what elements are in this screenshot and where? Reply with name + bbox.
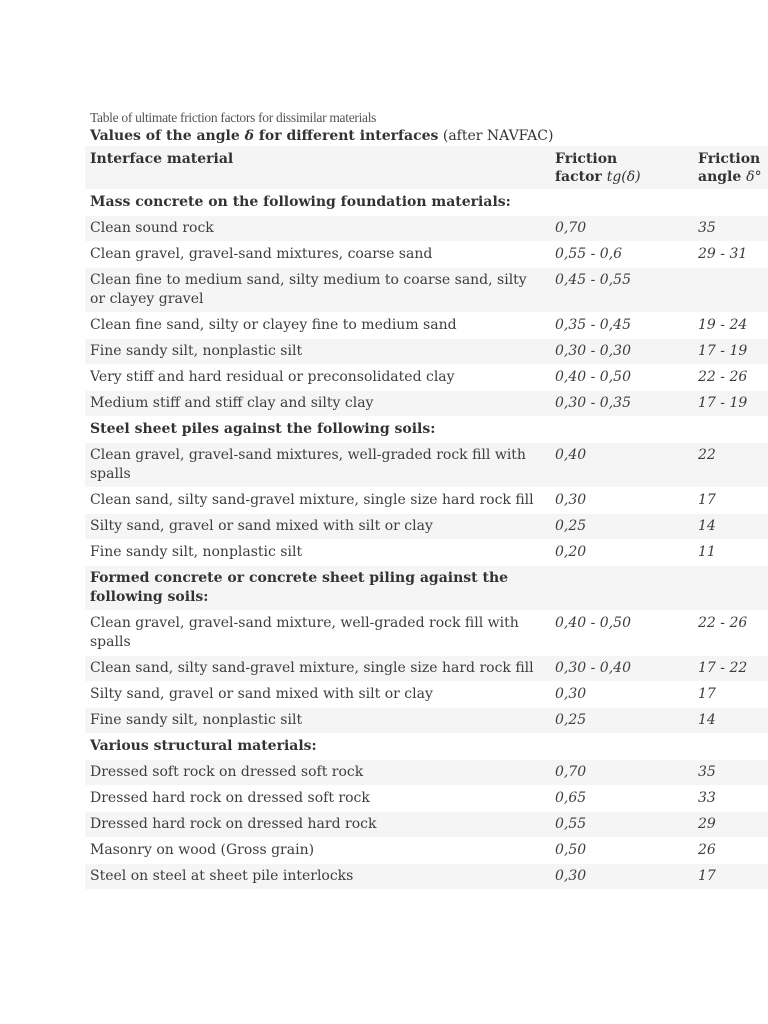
header-factor-line2: factor (555, 169, 607, 185)
cell-friction-factor: 0,30 (550, 488, 693, 514)
header-angle-line2: angle (698, 169, 747, 185)
cell-friction-angle: 17 - 22 (693, 656, 768, 682)
cell-friction-factor: 0,45 - 0,55 (550, 268, 693, 313)
cell-interface-material: Clean fine to medium sand, silty medium to coarse sand, silty or clayey gravel (85, 268, 550, 313)
header-factor-line1: Friction (555, 151, 618, 167)
cell-friction-angle: 22 - 26 (693, 365, 768, 391)
cell-friction-angle: 22 (693, 443, 768, 488)
cell-friction-angle: 14 (693, 514, 768, 540)
cell-friction-factor: 0,70 (550, 760, 693, 786)
cell-interface-material: Steel on steel at sheet pile interlocks (85, 864, 550, 890)
cell-interface-material: Silty sand, gravel or sand mixed with silt or clay (85, 682, 550, 708)
cell-friction-angle (693, 734, 768, 760)
cell-interface-material: Mass concrete on the following foundation materials: (85, 190, 550, 216)
cell-interface-material: Masonry on wood (Gross grain) (85, 838, 550, 864)
cell-friction-angle (693, 268, 768, 313)
cell-friction-factor: 0,55 (550, 812, 693, 838)
cell-interface-material: Fine sandy silt, nonplastic silt (85, 339, 550, 365)
cell-friction-factor: 0,30 - 0,40 (550, 656, 693, 682)
cell-friction-angle: 11 (693, 540, 768, 566)
table-row (85, 812, 768, 838)
cell-friction-angle (693, 566, 768, 611)
table-row (85, 838, 768, 864)
cell-interface-material: Silty sand, gravel or sand mixed with silt or clay (85, 514, 550, 540)
cell-friction-factor: 0,50 (550, 838, 693, 864)
cell-friction-factor: 0,40 - 0,50 (550, 365, 693, 391)
cell-interface-material: Clean gravel, gravel-sand mixtures, coarse sand (85, 242, 550, 268)
cell-interface-material: Dressed soft rock on dressed soft rock (85, 760, 550, 786)
cell-friction-angle: 17 (693, 682, 768, 708)
subtitle-bold-suffix: for different interfaces (253, 128, 439, 144)
table-subtitle (90, 127, 768, 145)
cell-interface-material: Very stiff and hard residual or preconsolidated clay (85, 365, 550, 391)
cell-interface-material: Clean gravel, gravel-sand mixture, well-graded rock fill with spalls (85, 611, 550, 656)
cell-friction-angle: 35 (693, 760, 768, 786)
cell-interface-material: Clean sand, silty sand-gravel mixture, single size hard rock fill (85, 488, 550, 514)
subtitle-bold-prefix: Values of the angle (90, 128, 245, 144)
table-row (85, 488, 768, 514)
cell-interface-material: Fine sandy silt, nonplastic silt (85, 540, 550, 566)
cell-friction-angle: 17 (693, 488, 768, 514)
cell-friction-factor: 0,30 - 0,35 (550, 391, 693, 417)
table-section-row (85, 734, 768, 760)
cell-friction-factor: 0,20 (550, 540, 693, 566)
cell-friction-angle: 17 - 19 (693, 391, 768, 417)
cell-interface-material: Formed concrete or concrete sheet piling against the following soils: (85, 566, 550, 611)
table-row (85, 611, 768, 656)
cell-friction-factor (550, 566, 693, 611)
cell-interface-material: Steel sheet piles against the following soils: (85, 417, 550, 443)
header-friction-angle (693, 146, 768, 190)
cell-friction-angle (693, 190, 768, 216)
cell-friction-angle: 19 - 24 (693, 313, 768, 339)
table-row (85, 656, 768, 682)
table-row (85, 216, 768, 242)
cell-interface-material: Clean sound rock (85, 216, 550, 242)
subtitle-delta-symbol: δ (244, 128, 254, 144)
table-row (85, 708, 768, 734)
document (85, 109, 768, 889)
cell-interface-material: Dressed hard rock on dressed hard rock (85, 812, 550, 838)
table-row (85, 682, 768, 708)
cell-friction-angle: 35 (693, 216, 768, 242)
cell-friction-angle: 33 (693, 786, 768, 812)
header-angle-line1: Friction (698, 151, 761, 167)
cell-friction-factor: 0,30 - 0,30 (550, 339, 693, 365)
table-row (85, 268, 768, 313)
cell-interface-material: Dressed hard rock on dressed soft rock (85, 786, 550, 812)
cell-friction-factor: 0,35 - 0,45 (550, 313, 693, 339)
cell-friction-factor: 0,30 (550, 682, 693, 708)
table-row (85, 339, 768, 365)
table-row (85, 760, 768, 786)
table-row (85, 391, 768, 417)
cell-interface-material: Medium stiff and stiff clay and silty clay (85, 391, 550, 417)
table-row (85, 313, 768, 339)
cell-friction-angle: 22 - 26 (693, 611, 768, 656)
table-caption: Table of ultimate friction factors for dissimilar materials (90, 110, 377, 125)
cell-friction-factor: 0,25 (550, 708, 693, 734)
table-row (85, 365, 768, 391)
cell-friction-factor (550, 417, 693, 443)
table-header-row (85, 146, 768, 190)
table-section-row (85, 417, 768, 443)
friction-table (85, 146, 768, 889)
table-row (85, 443, 768, 488)
cell-interface-material: Fine sandy silt, nonplastic silt (85, 708, 550, 734)
cell-friction-angle: 29 - 31 (693, 242, 768, 268)
cell-friction-angle (693, 417, 768, 443)
cell-friction-factor (550, 734, 693, 760)
table-section-row (85, 190, 768, 216)
cell-friction-angle: 17 (693, 864, 768, 890)
table-row (85, 786, 768, 812)
cell-friction-factor: 0,40 - 0,50 (550, 611, 693, 656)
table-row (85, 514, 768, 540)
header-interface-material: Interface material (85, 146, 550, 190)
cell-interface-material: Clean sand, silty sand-gravel mixture, single size hard rock fill (85, 656, 550, 682)
cell-interface-material: Various structural materials: (85, 734, 550, 760)
table-row (85, 864, 768, 890)
cell-friction-angle: 26 (693, 838, 768, 864)
cell-interface-material: Clean fine sand, silty or clayey fine to medium sand (85, 313, 550, 339)
cell-interface-material: Clean gravel, gravel-sand mixtures, well-graded rock fill with spalls (85, 443, 550, 488)
cell-friction-angle: 14 (693, 708, 768, 734)
cell-friction-angle: 29 (693, 812, 768, 838)
table-row (85, 242, 768, 268)
header-factor-symbol: tg(δ) (606, 169, 641, 185)
cell-friction-angle: 17 - 19 (693, 339, 768, 365)
cell-friction-factor: 0,30 (550, 864, 693, 890)
header-angle-symbol: δ° (746, 169, 762, 185)
cell-friction-factor (550, 190, 693, 216)
subtitle-source: (after NAVFAC) (438, 128, 554, 144)
cell-friction-factor: 0,40 (550, 443, 693, 488)
header-friction-factor (550, 146, 693, 190)
cell-friction-factor: 0,25 (550, 514, 693, 540)
table-row (85, 540, 768, 566)
cell-friction-factor: 0,65 (550, 786, 693, 812)
table-body (85, 190, 768, 890)
cell-friction-factor: 0,70 (550, 216, 693, 242)
cell-friction-factor: 0,55 - 0,6 (550, 242, 693, 268)
table-section-row (85, 566, 768, 611)
